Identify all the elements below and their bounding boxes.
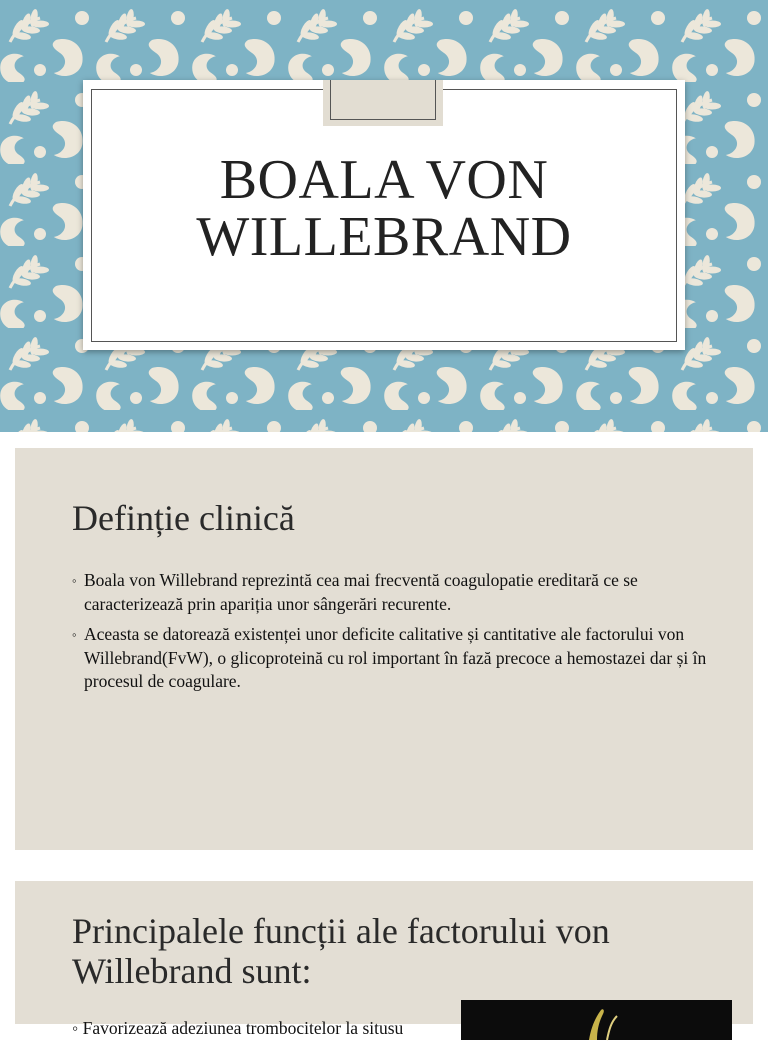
definition-bullet-list bbox=[72, 569, 712, 701]
bullet-text: Favorizează adeziunea trombocitelor la situsu bbox=[82, 1018, 404, 1038]
bullet-item bbox=[72, 623, 712, 694]
title-card bbox=[83, 80, 685, 350]
definition-heading: Definție clinică bbox=[72, 498, 295, 538]
definition-slide bbox=[15, 448, 753, 850]
illustration-image bbox=[461, 1000, 732, 1040]
title-card-tab bbox=[323, 80, 443, 126]
bullet-text: Boala von Willebrand reprezintă cea mai frecventă coagulopatie ereditară ce se caracterizează prin apariția unor sângerări recurente. bbox=[84, 570, 638, 614]
title-slide bbox=[0, 0, 768, 432]
circle-bullet-icon: ◦ bbox=[72, 627, 77, 642]
bullet-item bbox=[72, 569, 712, 616]
functions-heading: Principalele funcții ale factorului von Willebrand sunt: bbox=[72, 911, 610, 991]
circle-bullet-icon: ◦ bbox=[72, 573, 77, 588]
slide-title: BOALA VON WILLEBRAND bbox=[196, 149, 572, 268]
bullet-item: ◦ Favorizează adeziunea trombocitelor la situsu bbox=[72, 1018, 404, 1038]
bullet-text: Aceasta se datorează existenței unor deficite calitative și cantitative ale factorului von Willebrand(FvW), o glicoproteină cu rol important în fază precoce a hemostazei dar și în procesul de coagulare. bbox=[84, 624, 707, 691]
functions-slide bbox=[15, 881, 753, 1038]
